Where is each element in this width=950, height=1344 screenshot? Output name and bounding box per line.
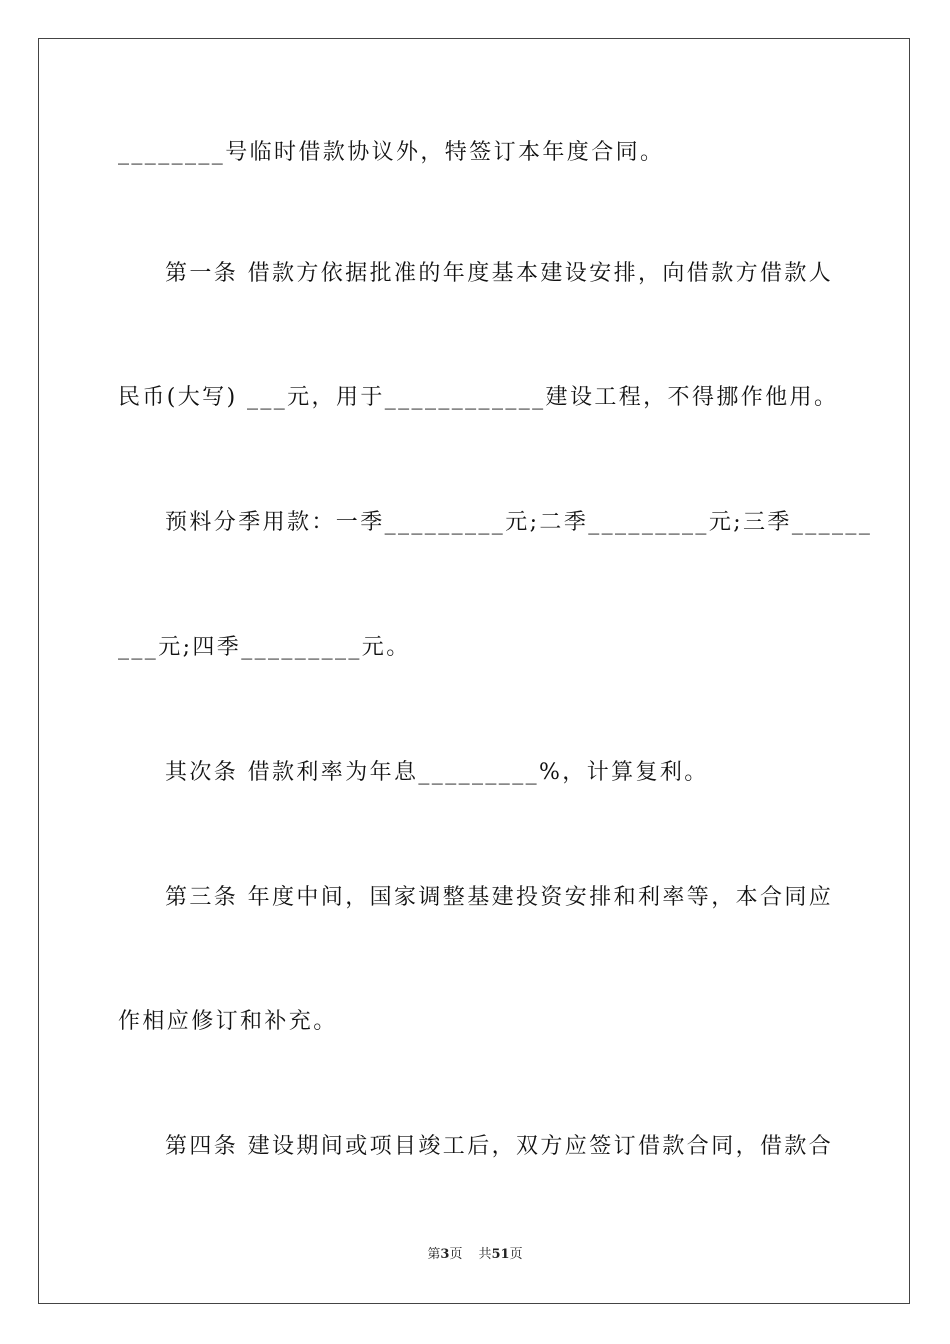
footer-page-suffix: 页 — [449, 1247, 463, 1262]
text-line-4: 预料分季用款：一季_________元;二季_________元;三季______ — [165, 510, 873, 535]
footer-page-prefix: 第 — [427, 1247, 441, 1262]
footer-total-suffix: 页 — [509, 1247, 523, 1262]
page-border — [38, 38, 910, 1304]
text-line-7: 第三条 年度中间，国家调整基建投资安排和利率等，本合同应 — [165, 885, 834, 910]
text-line-6: 其次条 借款利率为年息_________%，计算复利。 — [165, 760, 709, 785]
text-line-8: 作相应修订和补充。 — [118, 1009, 338, 1034]
text-line-5: ___元;四季_________元。 — [118, 635, 411, 660]
text-line-3: 民币(大写) ___元，用于____________建设工程，不得挪作他用。 — [118, 385, 839, 410]
footer-total-pages: 51 — [491, 1247, 510, 1262]
text-line-9: 第四条 建设期间或项目竣工后，双方应签订借款合同，借款合 — [165, 1134, 834, 1159]
footer-page-number: 3 — [440, 1247, 450, 1262]
footer-total-prefix: 共 — [478, 1247, 492, 1262]
page-footer — [0, 1246, 950, 1264]
text-line-2: 第一条 借款方依据批准的年度基本建设安排，向借款方借款人 — [165, 261, 834, 286]
text-line-1: ________号临时借款协议外，特签订本年度合同。 — [118, 140, 665, 165]
